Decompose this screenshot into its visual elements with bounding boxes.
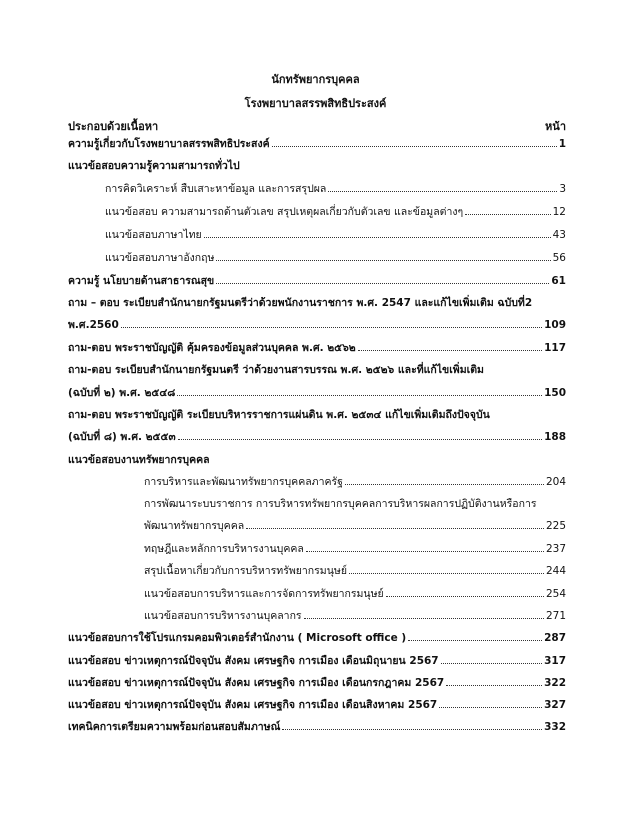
toc-entry-text: ความรู้ นโยบายด้านสาธารณสุข bbox=[68, 275, 215, 287]
toc-entry bbox=[68, 631, 566, 645]
toc-header bbox=[68, 117, 566, 135]
dot-leader bbox=[177, 395, 542, 396]
toc-entry bbox=[144, 542, 566, 556]
toc-entry-page: 61 bbox=[551, 275, 566, 287]
toc-entry-text: แนวข้อสอบ ความสามารถด้านตัวเลข สรุปเหตุผลเกี่ยวกับตัวเลข และข้อมูลต่างๆ bbox=[105, 206, 464, 218]
toc-entry-page: 322 bbox=[544, 677, 566, 689]
toc-header-page: หน้า bbox=[545, 120, 566, 133]
toc-entry-line2 bbox=[68, 386, 566, 400]
toc-entry-text: เทคนิคการเตรียมความพร้อมก่อนสอบสัมภาษณ์ bbox=[68, 721, 281, 733]
toc-entry-page: 43 bbox=[552, 229, 566, 241]
dot-leader bbox=[439, 707, 542, 708]
toc-entry-line1 bbox=[144, 497, 566, 511]
toc-entry-page: 254 bbox=[545, 588, 566, 600]
toc-entry bbox=[144, 475, 566, 489]
toc-entry bbox=[105, 228, 566, 242]
toc-entry-page: 56 bbox=[552, 252, 566, 264]
toc-section-heading bbox=[68, 453, 566, 467]
toc-entry bbox=[68, 676, 566, 690]
toc-entry-page: 12 bbox=[552, 206, 566, 218]
toc-entry-page: 188 bbox=[544, 431, 566, 443]
toc-entry-text: ถาม-ตอบ พระราชบัญญัติ ระเบียบบริหารราชการแผ่นดิน พ.ศ. ๒๕๓๔ แก้ไขเพิ่มเติมถึงปัจจุบัน bbox=[68, 409, 490, 421]
dot-leader bbox=[408, 640, 542, 641]
dot-leader bbox=[328, 191, 557, 192]
toc-entry bbox=[68, 720, 566, 734]
toc-entry-text: (ฉบับที่ ๘) พ.ศ. ๒๕๕๓ bbox=[68, 431, 176, 443]
toc-entry-page: 244 bbox=[545, 565, 566, 577]
dot-leader bbox=[358, 350, 542, 351]
toc-entry-text: แนวข้อสอบงานทรัพยากรบุคคล bbox=[68, 454, 210, 466]
toc-entry-text: แนวข้อสอบภาษาไทย bbox=[105, 229, 202, 241]
toc-entry-page: 271 bbox=[545, 610, 566, 622]
toc-entry bbox=[68, 274, 566, 288]
toc-entry-text: ถาม-ตอบ ระเบียบสำนักนายกรัฐมนตรี ว่าด้วยงานสารบรรณ พ.ศ. ๒๕๒๖ และที่แก้ไขเพิ่มเติม bbox=[68, 364, 484, 376]
toc-entry-line1 bbox=[68, 296, 566, 310]
toc-entry bbox=[68, 654, 566, 668]
toc-entry-page: 237 bbox=[545, 543, 566, 555]
toc-entry-page: 117 bbox=[544, 342, 566, 354]
toc-entry-text: สรุปเนื้อหาเกี่ยวกับการบริหารทรัพยากรมนุษย์ bbox=[144, 565, 347, 577]
toc-entry bbox=[144, 564, 566, 578]
toc-entry-page: 327 bbox=[544, 699, 566, 711]
toc-entry-line2 bbox=[68, 430, 566, 444]
toc-entry-text: แนวข้อสอบการใช้โปรแกรมคอมพิวเตอร์สำนักงาน ( Microsoft office ) bbox=[68, 632, 407, 644]
dot-leader bbox=[386, 596, 544, 597]
dot-leader bbox=[121, 327, 542, 328]
toc-entry bbox=[68, 137, 566, 151]
dot-leader bbox=[306, 551, 544, 552]
toc-entry-text: ถาม-ตอบ พระราชบัญญัติ คุ้มครองข้อมูลส่วนบุคคล พ.ศ. ๒๕๖๒ bbox=[68, 342, 356, 354]
toc-entry-text: (ฉบับที่ ๒) พ.ศ. ๒๕๔๘ bbox=[68, 387, 176, 399]
dot-leader bbox=[178, 439, 542, 440]
toc-entry bbox=[68, 698, 566, 712]
toc-entry-page: 317 bbox=[544, 655, 566, 667]
toc-entry-text: แนวข้อสอบภาษาอังกฤษ bbox=[105, 252, 215, 264]
toc-entry-text: แนวข้อสอบ ข่าวเหตุการณ์ปัจจุบัน สังคม เศรษฐกิจ การเมือง เดือนมิถุนายน 2567 bbox=[68, 655, 439, 667]
dot-leader bbox=[304, 618, 544, 619]
toc-entry bbox=[105, 251, 566, 265]
toc-entry-page: 332 bbox=[544, 721, 566, 733]
dot-leader bbox=[345, 484, 544, 485]
toc-entry-page: 1 bbox=[558, 138, 566, 150]
dot-leader bbox=[272, 146, 557, 147]
toc-entry-line2 bbox=[68, 318, 566, 332]
toc-entry-text: ถาม – ตอบ ระเบียบสำนักนายกรัฐมนตรีว่าด้วยพนักงานราชการ พ.ศ. 2547 และแก้ไขเพิ่มเติม ฉบับที่2 bbox=[68, 297, 533, 309]
dot-leader bbox=[216, 283, 549, 284]
dot-leader bbox=[204, 237, 551, 238]
dot-leader bbox=[349, 573, 544, 574]
toc-entry-text: แนวข้อสอบความรู้ความสามารถทั่วไป bbox=[68, 160, 240, 172]
toc-entry-page: 204 bbox=[545, 476, 566, 488]
toc-entry bbox=[144, 587, 566, 601]
toc-header-contents: ประกอบด้วยเนื้อหา bbox=[68, 120, 159, 133]
toc-entry-page: 225 bbox=[545, 520, 566, 532]
toc-entry bbox=[144, 609, 566, 623]
dot-leader bbox=[216, 260, 550, 261]
toc-entry-text: แนวข้อสอบการบริหารงานบุคลากร bbox=[144, 610, 302, 622]
toc-entry bbox=[105, 182, 566, 196]
document-subtitle: โรงพยาบาลสรรพสิทธิประสงค์ bbox=[244, 97, 387, 110]
toc-entry bbox=[105, 205, 566, 219]
dot-leader bbox=[246, 528, 544, 529]
toc-entry-text: พัฒนาทรัพยากรบุคคล bbox=[144, 520, 245, 532]
toc-entry-page: 3 bbox=[559, 183, 566, 195]
dot-leader bbox=[441, 663, 542, 664]
toc-entry-text: ทฤษฎีและหลักการบริหารงานบุคคล bbox=[144, 543, 304, 555]
toc-entry-line1 bbox=[68, 363, 566, 377]
dot-leader bbox=[282, 729, 542, 730]
toc-entry-line2 bbox=[144, 519, 566, 533]
toc-entry-text: แนวข้อสอบ ข่าวเหตุการณ์ปัจจุบัน สังคม เศรษฐกิจ การเมือง เดือนกรกฎาคม 2567 bbox=[68, 677, 445, 689]
dot-leader bbox=[446, 685, 542, 686]
toc-entry-page: 109 bbox=[544, 319, 566, 331]
toc-entry-page: 287 bbox=[544, 632, 566, 644]
toc-entry-line1 bbox=[68, 408, 566, 422]
toc-entry-text: การพัฒนาระบบราชการ การบริหารทรัพยากรบุคคลการบริหารผลการปฏิบัติงานหรือการ bbox=[144, 498, 537, 510]
toc-entry-text: พ.ศ.2560 bbox=[68, 319, 119, 331]
dot-leader bbox=[465, 214, 551, 215]
toc-entry-text: การคิดวิเคราะห์ สืบเสาะหาข้อมูล และการสรุปผล bbox=[105, 183, 327, 195]
toc-entry-text: แนวข้อสอบ ข่าวเหตุการณ์ปัจจุบัน สังคม เศรษฐกิจ การเมือง เดือนสิงหาคม 2567 bbox=[68, 699, 438, 711]
toc-entry-page: 150 bbox=[544, 387, 566, 399]
toc-entry-text: การบริหารและพัฒนาทรัพยากรบุคคลภาครัฐ bbox=[144, 476, 343, 488]
toc-section-heading bbox=[68, 159, 566, 173]
toc-entry-text: แนวข้อสอบการบริหารและการจัดการทรัพยากรมนุษย์ bbox=[144, 588, 384, 600]
document-title: นักทรัพยากรบุคคล bbox=[271, 73, 360, 86]
toc-entry-text: ความรู้เกี่ยวกับโรงพยาบาลสรรพสิทธิประสงค์ bbox=[68, 138, 270, 150]
toc-entry bbox=[68, 341, 566, 355]
